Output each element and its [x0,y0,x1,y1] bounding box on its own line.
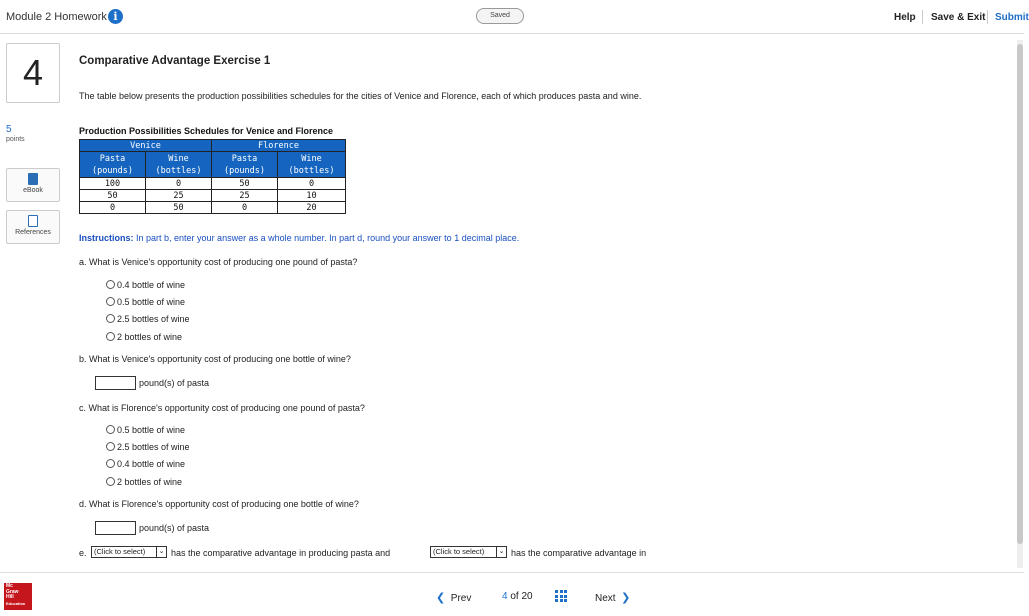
table-title: Production Possibilities Schedules for Venice and Florence [79,126,334,136]
radio-button[interactable] [106,280,115,289]
production-table [79,139,346,214]
part-a-option[interactable] [106,280,185,290]
part-d-answer-input[interactable] [95,521,136,535]
logo-text: Mc [6,583,13,589]
table-cell: 10 [278,190,346,202]
points-value: 5 [6,124,12,135]
table-cell: 0 [80,202,146,214]
current-page: 4 [502,591,508,602]
option-label: 0.5 bottle of wine [117,297,186,307]
references-label: References [15,229,51,236]
option-label: 2.5 bottles of wine [117,314,190,324]
part-b-unit: pound(s) of pasta [139,378,210,388]
chevron-down-icon: ⌄ [496,547,506,557]
part-b-answer-input[interactable] [95,376,136,390]
table-cell: 20 [278,202,346,214]
option-label: 0.5 bottle of wine [117,425,186,435]
select-value: (Click to select) [433,547,485,556]
table-column-header: Pasta (pounds) [80,152,146,178]
option-label: 2 bottles of wine [117,332,183,342]
mcgraw-hill-logo [4,583,32,610]
points-label: points [6,136,25,143]
submit-button[interactable]: Submit [995,12,1029,23]
app-title: Module 2 Homework [6,11,107,23]
book-icon [28,173,38,185]
part-a-option[interactable] [106,297,185,307]
radio-button[interactable] [106,477,115,486]
ebook-button[interactable] [6,168,60,202]
part-c-option[interactable] [106,442,190,452]
part-c-option[interactable] [106,477,182,487]
part-c-option[interactable] [106,425,185,435]
radio-button[interactable] [106,459,115,468]
document-icon [28,215,38,227]
question-title: Comparative Advantage Exercise 1 [79,55,271,67]
chevron-down-icon: ⌄ [156,547,166,557]
radio-button[interactable] [106,425,115,434]
option-label: 0.4 bottle of wine [117,280,186,290]
prev-button[interactable] [436,591,471,604]
table-cell: 0 [146,178,212,190]
table-column-header: Wine (bottles) [146,152,212,178]
part-e-text: has the comparative advantage in producing pasta and [171,548,391,558]
part-d-question: d. What is Florence's opportunity cost of producing one bottle of wine? [79,499,359,509]
prev-label: Prev [450,593,472,604]
part-a-question: a. What is Venice's opportunity cost of producing one pound of pasta? [79,257,358,267]
total-pages: 20 [521,591,533,602]
table-group-header: Florence [212,140,346,152]
instructions [79,233,519,243]
references-button[interactable] [6,210,60,244]
grid-icon[interactable] [555,590,567,602]
table-cell: 0 [278,178,346,190]
part-c-question: c. What is Florence's opportunity cost of producing one pound of pasta? [79,403,365,413]
radio-button[interactable] [106,314,115,323]
save-exit-button[interactable]: Save & Exit [931,12,986,23]
table-row [80,202,346,214]
radio-button[interactable] [106,297,115,306]
table-row [80,178,346,190]
of-label: of [510,591,519,602]
select-value: (Click to select) [94,547,146,556]
page-counter[interactable] [502,591,533,602]
next-label: Next [595,593,616,604]
part-e-select-2[interactable] [430,546,507,558]
part-a-option[interactable] [106,332,182,342]
table-column-header: Wine (bottles) [278,152,346,178]
part-c-option[interactable] [106,459,185,469]
chevron-right-icon: ❯ [621,592,631,604]
table-group-header: Venice [80,140,212,152]
ebook-label: eBook [23,187,43,194]
table-cell: 25 [212,190,278,202]
table-cell: 50 [212,178,278,190]
next-button[interactable] [595,591,630,604]
table-cell: 100 [80,178,146,190]
option-label: 2 bottles of wine [117,477,183,487]
help-button[interactable]: Help [894,12,916,23]
chevron-left-icon: ❮ [436,592,446,604]
question-number: 4 [6,43,60,103]
radio-button[interactable] [106,442,115,451]
question-intro: The table below presents the production possibilities schedules for the cities of Venice and Florence, each of which produces pasta and wine. [79,91,642,101]
logo-text: Graw [6,588,19,595]
radio-button[interactable] [106,332,115,341]
part-a-option[interactable] [106,314,190,324]
option-label: 2.5 bottles of wine [117,442,190,452]
instructions-text: In part b, enter your answer as a whole number. In part d, round your answer to 1 decimal place. [133,233,520,243]
table-cell: 50 [146,202,212,214]
table-cell: 50 [80,190,146,202]
table-column-header: Pasta (pounds) [212,152,278,178]
info-icon[interactable]: i [108,9,123,24]
option-label: 0.4 bottle of wine [117,459,186,469]
part-b-question: b. What is Venice's opportunity cost of producing one bottle of wine? [79,354,351,364]
divider [922,10,923,24]
part-e-select-1[interactable] [91,546,167,558]
part-d-unit: pound(s) of pasta [139,523,210,533]
scrollbar-thumb[interactable] [1017,44,1023,544]
part-e-text-end: has the comparative advantage in [511,548,647,558]
table-cell: 0 [212,202,278,214]
instructions-label: Instructions: [79,233,134,243]
part-e-label: e. [79,548,87,558]
divider [987,10,988,24]
table-cell: 25 [146,190,212,202]
table-row [80,190,346,202]
saved-status-badge: Saved [476,8,524,24]
logo-text: Education [6,600,26,606]
logo-text: Hill [6,594,14,600]
